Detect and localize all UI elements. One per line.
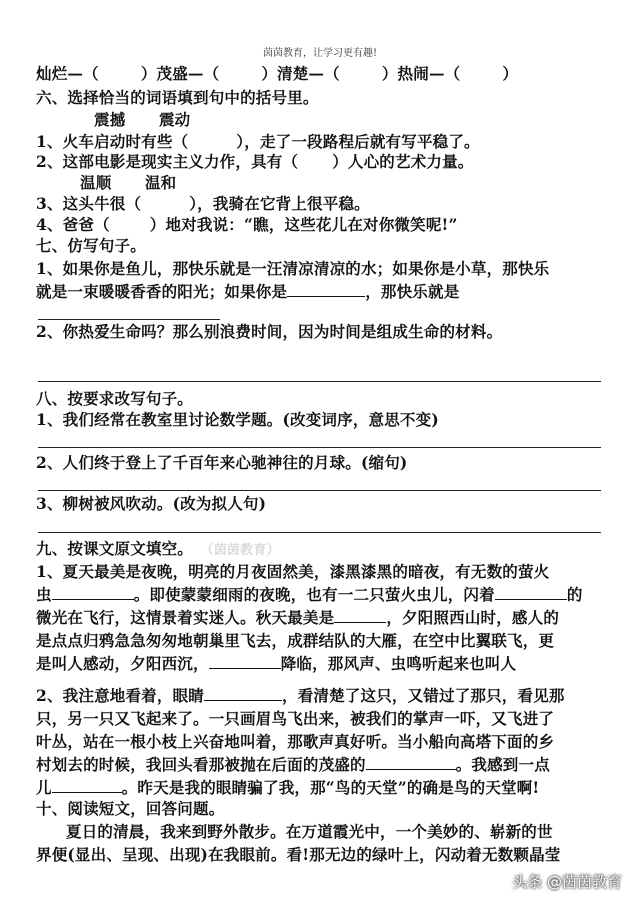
section-title: 六、选择恰当的词语填到句中的括号里。: [36, 88, 319, 107]
antonym-line: [36, 64, 606, 84]
question: 3、柳树被风吹动。(改为拟人句): [36, 494, 267, 513]
text: 。昨天是我的眼睛骗了我，那“鸟的天堂”的确是鸟的天堂啊!: [121, 778, 540, 797]
text: ，夕阳照西山时，感人的: [386, 608, 560, 627]
answer-line[interactable]: [38, 319, 220, 320]
text: 。即使蒙蒙细雨的夜晚，也有一二只萤火虫儿，闪着: [133, 585, 495, 604]
passage-line: [36, 778, 606, 798]
section-title: 七、仿写句子。: [36, 236, 146, 255]
question: 2、人们终于登上了千百年来心驰神往的月球。(缩句): [36, 453, 408, 472]
fill-blank[interactable]: [287, 282, 365, 297]
question: [36, 152, 606, 172]
text: 3、这头牛很（: [36, 194, 142, 213]
question: 1、我们经常在教室里讨论数学题。(改变词序，意思不变): [36, 410, 439, 429]
text: 村划去的时候，我回头看那被抛在后面的茂盛的: [36, 755, 366, 774]
text: 降临，那风声、虫鸣听起来也叫人: [280, 654, 517, 673]
fill-blank[interactable]: [366, 755, 456, 770]
word-choices: 震撼 震动: [94, 110, 191, 129]
section-title: 十、阅读短文，回答问题。: [36, 799, 225, 818]
text: 4、爸爸（: [36, 215, 110, 234]
passage-line: 夏日的清晨，我来到野外散步。在万道霞光中，一个美妙的、崭新的世: [66, 822, 553, 841]
text: ，那快乐就是: [365, 282, 460, 301]
fill-blank[interactable]: [334, 608, 386, 623]
fill-blank[interactable]: [209, 654, 281, 669]
passage-line: [36, 585, 606, 605]
passage-line: [36, 608, 606, 628]
question: [36, 132, 606, 152]
passage-line: 界便(显出、呈现、出现)在我眼前。看!那无边的绿叶上，闪动着无数颗晶莹: [36, 845, 561, 864]
passage-line: [36, 686, 606, 706]
answer-line[interactable]: [38, 490, 601, 491]
fill-blank[interactable]: [52, 778, 122, 793]
text: 1、火车启动时有些（: [36, 132, 189, 151]
text: 2、这部电影是现实主义力作，具有（: [36, 152, 299, 171]
page-header: 茵茵教育，让学习更有趣!: [262, 48, 378, 59]
text: ），走了一段路程后就有写平稳了。: [236, 132, 480, 151]
question: [36, 282, 606, 302]
text: 儿: [36, 778, 52, 797]
text: ），我骑在它背上很平稳。: [189, 194, 370, 213]
text: 灿烂—（: [36, 64, 99, 83]
text: ，看清楚了这只，又错过了那只，看见那: [282, 686, 565, 705]
answer-line[interactable]: [38, 381, 601, 382]
text: ）热闹—（: [381, 64, 461, 83]
passage-line: 叶丛，站在一根小枝上兴奋地叫着，那歌声真好听。当小船向高塔下面的乡: [36, 732, 555, 751]
text: 2、我注意地看着，眼睛: [36, 686, 204, 705]
passage-line: [36, 755, 606, 775]
text: ）茂盛—（: [140, 64, 220, 83]
text: ）: [502, 64, 519, 83]
passage-line: 只，另一只又飞起来了。一只画眉鸟飞出来，被我们的掌声一吓，又飞进了: [36, 709, 555, 728]
question: 2、你热爱生命吗？那么别浪费时间，因为时间是组成生命的材料。: [36, 322, 503, 341]
text: 虫: [36, 585, 52, 604]
fill-blank[interactable]: [495, 585, 567, 600]
answer-line[interactable]: [38, 532, 601, 533]
question: 1、如果你是鱼儿，那快乐就是一汪清凉清凉的水；如果你是小草，那快乐: [36, 259, 550, 278]
watermark-text: （茵茵教育）: [207, 543, 280, 558]
text: ）地对我说：“瞧，这些花儿在对你微笑呢!”: [149, 215, 458, 234]
text: 九、按课文原文填空。: [36, 539, 194, 558]
text: ）人心的艺术力量。: [332, 152, 474, 171]
passage-line: [36, 654, 606, 674]
fill-blank[interactable]: [204, 686, 282, 701]
section-title: 八、按要求改写句子。: [36, 389, 194, 408]
text: 的: [566, 585, 583, 604]
watermark-footer: 头条 @茵茵教育: [512, 873, 622, 891]
question: [36, 215, 606, 235]
fill-blank[interactable]: [52, 585, 134, 600]
text: ）清楚—（: [261, 64, 340, 83]
passage-line: 1、夏天最美是夜晚，明亮的月夜固然美，漆黑漆黑的暗夜，有无数的萤火: [36, 562, 550, 581]
text: 微光在飞行，这情景着实迷人。秋天最美是: [36, 608, 335, 627]
section-title: [36, 539, 606, 561]
question: [36, 194, 606, 214]
word-choices: 温顺 温和: [80, 173, 177, 192]
passage-line: 是点点归鸦急急匆匆地朝巢里飞去，成群结队的大雁，在空中比翼联飞，更: [36, 631, 555, 650]
text: 就是一束暖暖香香的阳光；如果你是: [36, 282, 288, 301]
answer-line[interactable]: [38, 447, 601, 448]
text: 是叫人感动，夕阳西沉，: [36, 654, 209, 673]
text: 。我感到一点: [455, 755, 550, 774]
